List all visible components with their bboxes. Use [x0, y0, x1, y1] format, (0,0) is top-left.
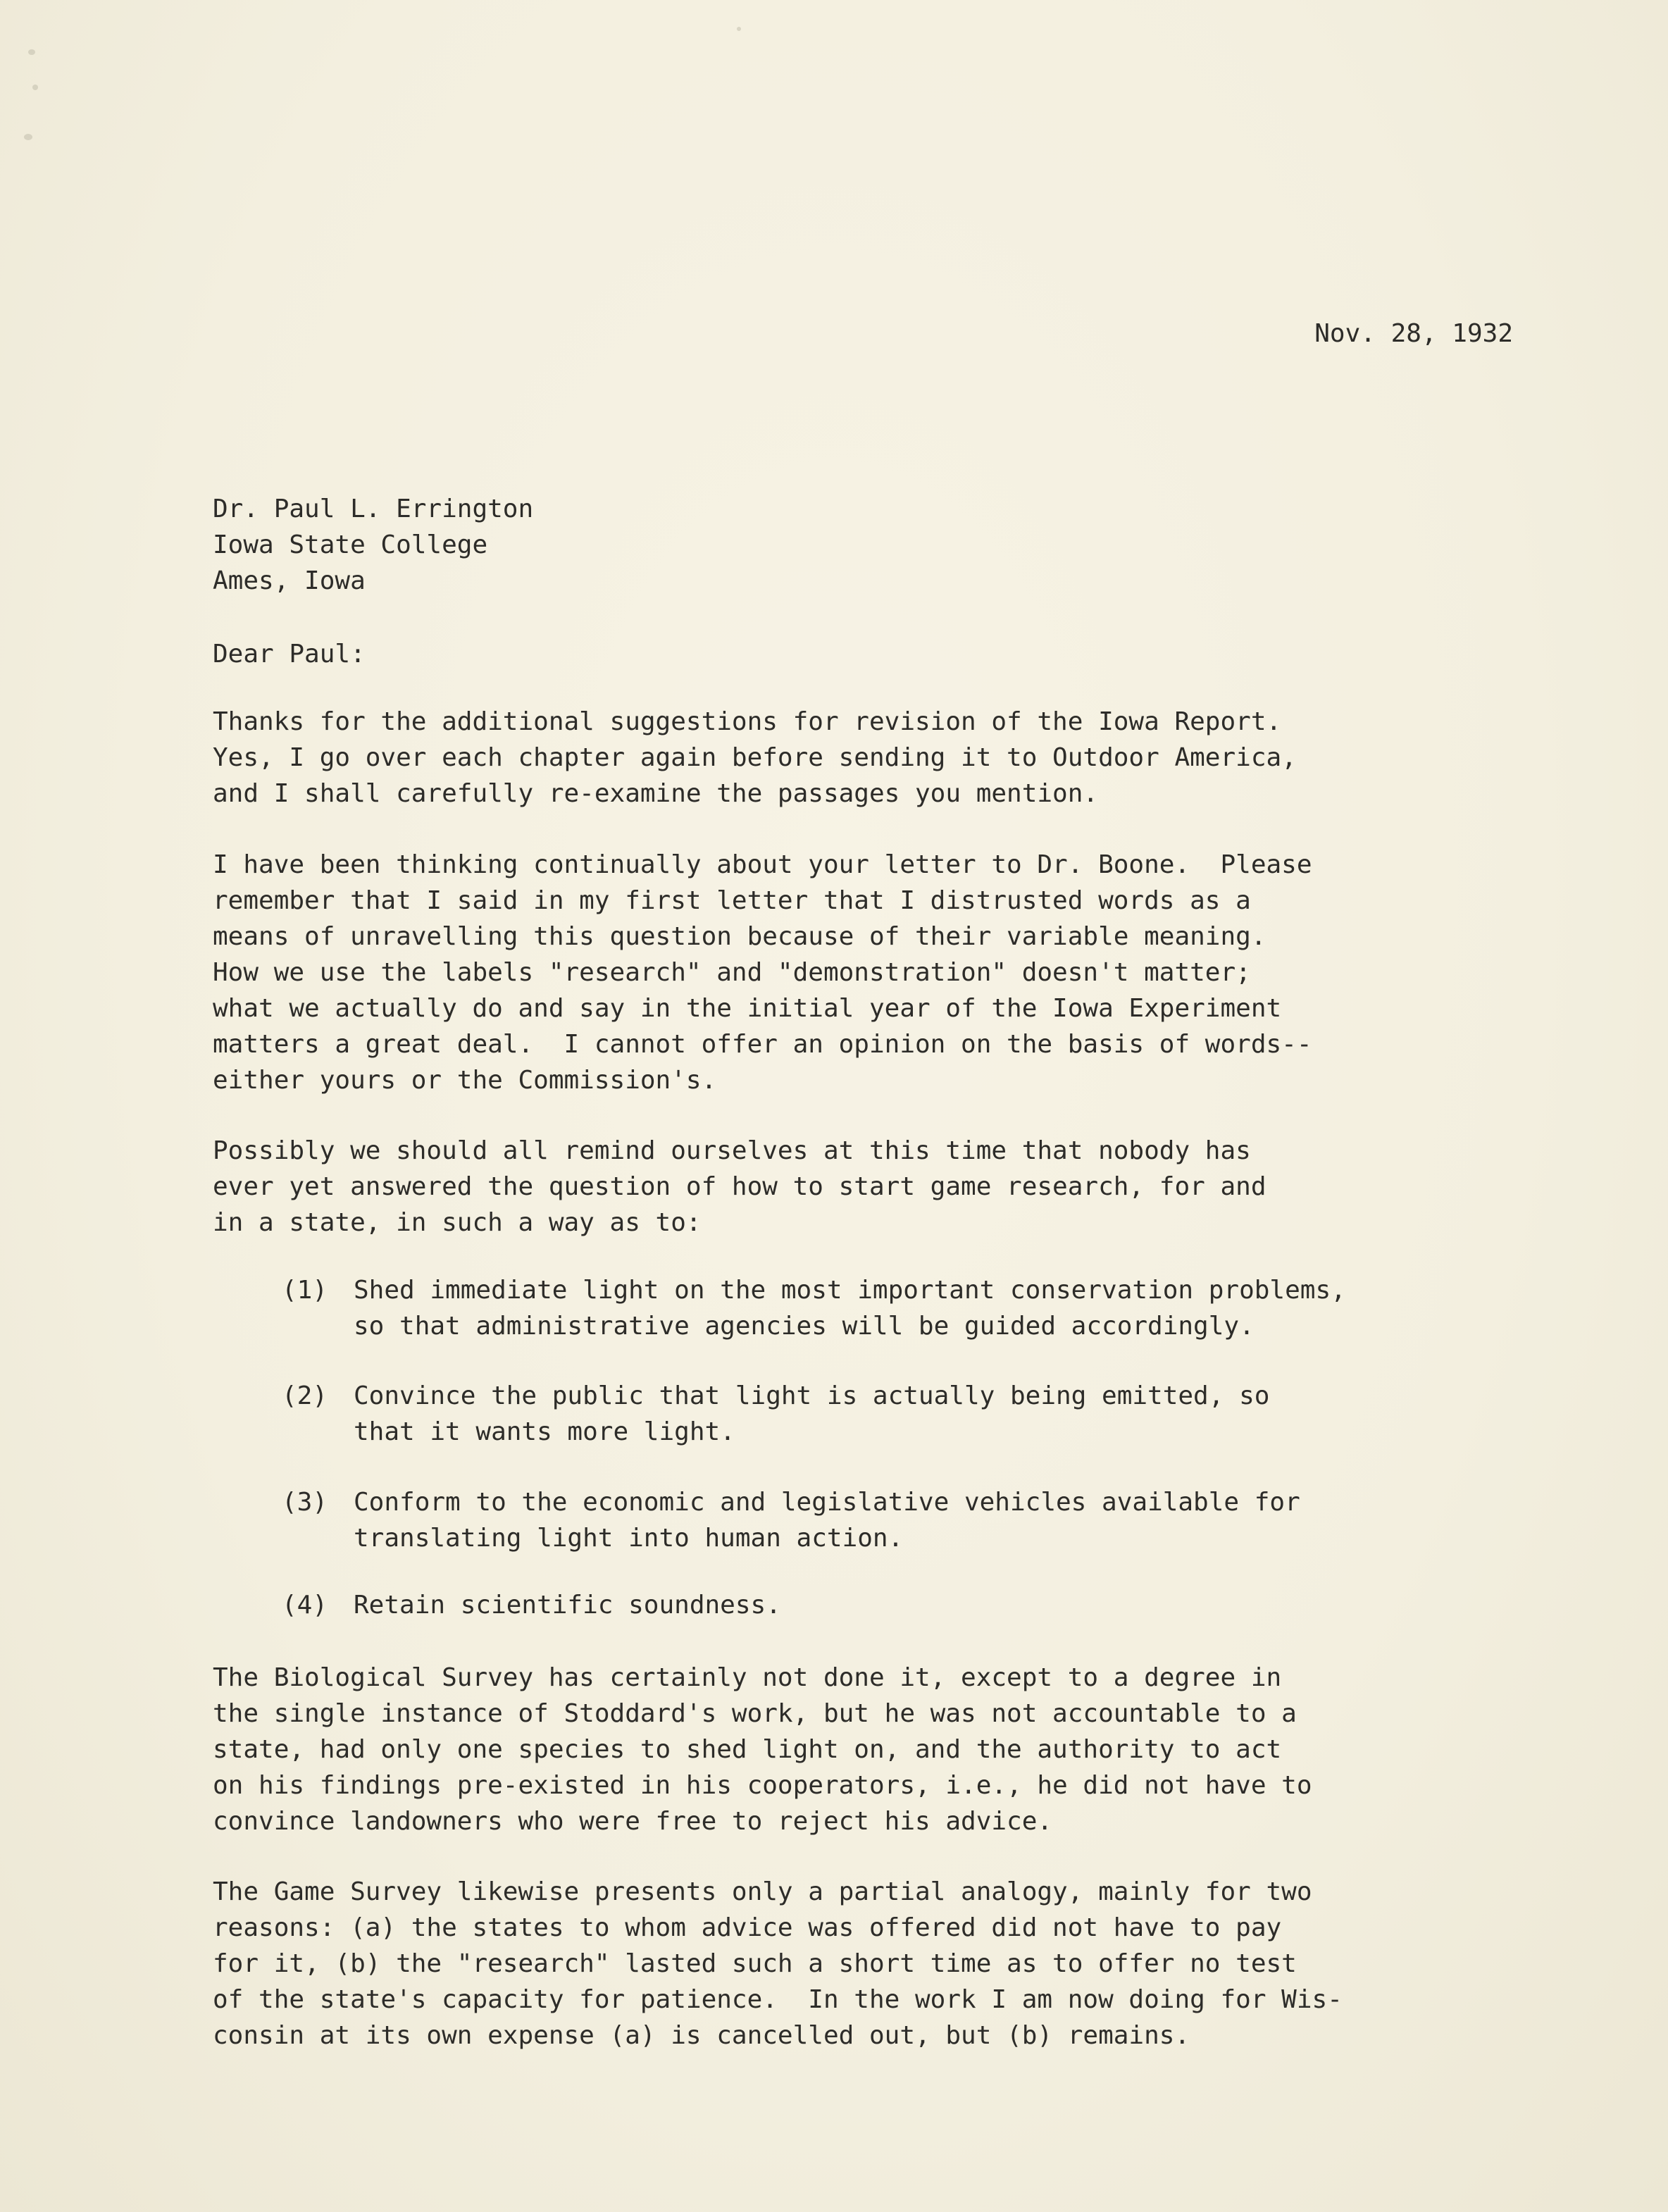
paragraph-2-line: remember that I said in my first letter that I distrusted words as a — [213, 886, 1251, 915]
paragraph-2-line: either yours or the Commission's. — [213, 1066, 717, 1095]
list-item-line: translating light into human action. — [354, 1524, 904, 1553]
list-item-line: Shed immediate light on the most important conservation problems, — [354, 1276, 1346, 1305]
paragraph-5-line: for it, (b) the "research" lasted such a short time as to offer no test — [213, 1949, 1297, 1978]
paragraph-4-line: state, had only one species to shed light on, and the authority to act — [213, 1735, 1282, 1764]
paragraph-2-line: I have been thinking continually about your letter to Dr. Boone. Please — [213, 850, 1312, 879]
paragraph-5-line: reasons: (a) the states to whom advice was offered did not have to pay — [213, 1913, 1282, 1942]
paragraph-3-line: in a state, in such a way as to: — [213, 1208, 702, 1237]
paragraph-4-line: the single instance of Stoddard's work, but he was not accountable to a — [213, 1699, 1297, 1728]
list-item-line: Retain scientific soundness. — [354, 1591, 781, 1620]
list-item-line: Convince the public that light is actually being emitted, so — [354, 1381, 1270, 1410]
paper-speck — [24, 134, 32, 140]
paragraph-2-line: means of unravelling this question because of their variable meaning. — [213, 922, 1266, 951]
paper-speck — [28, 49, 35, 55]
paragraph-5-line: consin at its own expense (a) is cancelled out, but (b) remains. — [213, 2021, 1190, 2050]
list-item-number: (2) — [282, 1381, 328, 1410]
addressee-city: Ames, Iowa — [213, 566, 366, 595]
list-item-line: that it wants more light. — [354, 1417, 735, 1446]
addressee-institution: Iowa State College — [213, 530, 488, 559]
list-item-number: (1) — [282, 1276, 328, 1305]
paragraph-4-line: on his findings pre-existed in his cooperators, i.e., he did not have to — [213, 1771, 1312, 1800]
paragraph-1-line: and I shall carefully re-examine the passages you mention. — [213, 779, 1099, 808]
paragraph-2-line: matters a great deal. I cannot offer an opinion on the basis of words-- — [213, 1030, 1312, 1059]
salutation: Dear Paul: — [213, 640, 366, 669]
list-item-number: (3) — [282, 1488, 328, 1517]
paragraph-5-line: of the state's capacity for patience. In the work I am now doing for Wis- — [213, 1985, 1343, 2014]
letter-date: Nov. 28, 1932 — [1314, 319, 1513, 348]
paper-speck — [32, 85, 38, 90]
paragraph-5-line: The Game Survey likewise presents only a partial analogy, mainly for two — [213, 1877, 1312, 1906]
paper-speck — [737, 27, 741, 31]
paragraph-3-line: ever yet answered the question of how to start game research, for and — [213, 1172, 1266, 1201]
list-item-line: so that administrative agencies will be guided accordingly. — [354, 1312, 1255, 1341]
paragraph-4-line: The Biological Survey has certainly not done it, except to a degree in — [213, 1663, 1282, 1692]
list-item-number: (4) — [282, 1591, 328, 1620]
paragraph-2-line: what we actually do and say in the initial year of the Iowa Experiment — [213, 994, 1282, 1023]
paragraph-1-line: Yes, I go over each chapter again before sending it to Outdoor America, — [213, 743, 1297, 772]
paragraph-1-line: Thanks for the additional suggestions for revision of the Iowa Report. — [213, 707, 1282, 736]
paragraph-2-line: How we use the labels "research" and "demonstration" doesn't matter; — [213, 958, 1251, 987]
list-item-line: Conform to the economic and legislative vehicles available for — [354, 1488, 1300, 1517]
paragraph-4-line: convince landowners who were free to reject his advice. — [213, 1807, 1053, 1836]
addressee-name: Dr. Paul L. Errington — [213, 495, 534, 523]
paragraph-3-line: Possibly we should all remind ourselves at this time that nobody has — [213, 1136, 1251, 1165]
